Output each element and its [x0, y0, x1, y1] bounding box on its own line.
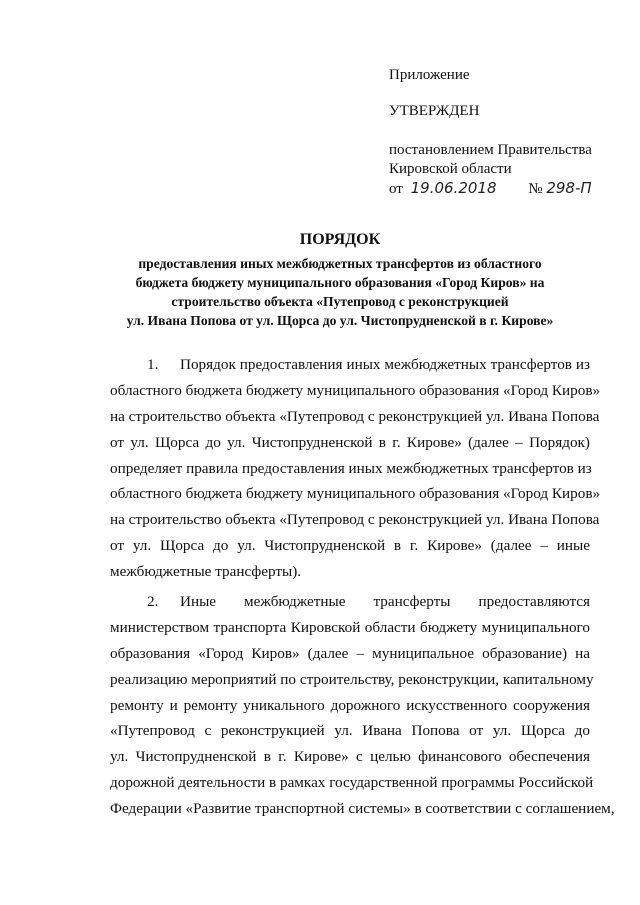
paragraph-line: дорожной деятельности в рамках государственной программы Российской — [110, 774, 594, 792]
paragraph-2 — [110, 589, 615, 822]
paragraph-line: на строительство объекта «Путепровод с реконструкцией ул. Ивана Попова — [110, 407, 600, 425]
decree-line-2: Кировской области — [389, 161, 512, 177]
paragraph-line: ремонту и ремонту уникального дорожного искусственного сооружения — [110, 696, 590, 714]
paragraph-line: образования «Город Киров» (далее – муниципальное образование) на — [110, 644, 590, 662]
approval-block — [389, 66, 619, 198]
paragraph-line: областного бюджета бюджету муниципального образования «Город Киров» — [110, 381, 601, 399]
subtitle-line: предоставления иных межбюджетных трансфертов из областного — [138, 256, 542, 271]
paragraph-line: «Путепровод с реконструкцией ул. Ивана Попова от ул. Щорса до — [110, 722, 590, 740]
handwritten-number: 298-П — [546, 179, 592, 197]
subtitle-line: бюджета бюджету муниципального образования «Город Киров» на — [135, 275, 545, 290]
paragraph-line: на строительство объекта «Путепровод с реконструкцией ул. Ивана Попова — [110, 511, 600, 529]
paragraph-number: 1. — [147, 356, 159, 373]
paragraph-line: 2. Иные межбюджетные трансферты предоставляются — [110, 589, 590, 615]
document-title-block — [80, 230, 600, 330]
paragraph-line: 1. Порядок предоставления иных межбюджетных трансфертов из — [110, 352, 590, 378]
paragraph-line: областного бюджета бюджету муниципального образования «Город Киров» — [110, 485, 601, 503]
date-number-line — [389, 179, 619, 198]
handwritten-date: 19.06.2018 — [410, 179, 497, 197]
paragraph-line: межбюджетные трансферты). — [110, 563, 302, 581]
paragraph-line: определяет правила предоставления иных межбюджетных трансфертов из — [110, 459, 592, 477]
date-prefix: от — [389, 181, 403, 197]
paragraph-line: ул. Чистопрудненской в г. Кирове» с целью финансового обеспечения — [110, 748, 590, 766]
paragraph-line: реализацию мероприятий по строительству, реконструкции, капитальному — [110, 670, 594, 688]
subtitle-line: ул. Ивана Попова от ул. Щорса до ул. Чистопрудненской в г. Кирове» — [126, 313, 554, 328]
decree-line-1: постановлением Правительства — [389, 142, 592, 158]
paragraph-line: Федерации «Развитие транспортной системы» в соответствии с соглашением, — [110, 800, 615, 818]
number-prefix: № — [528, 181, 543, 197]
document-title: ПОРЯДОК — [299, 231, 381, 248]
appendix-label: Приложение — [389, 67, 470, 83]
paragraph-line: министерством транспорта Кировской области бюджету муниципального — [110, 618, 590, 636]
subtitle-line: строительство объекта «Путепровод с реконструкцией — [171, 294, 509, 309]
paragraph-1 — [110, 352, 601, 585]
document-body — [110, 352, 615, 822]
paragraph-line: от ул. Щорса до ул. Чистопрудненской в г. Кирове» (далее – Порядок) — [110, 433, 590, 451]
approved-stamp-label: УТВЕРЖДЕН — [389, 103, 480, 119]
paragraph-line: от ул. Щорса до ул. Чистопрудненской в г. Кирове» (далее – иные — [110, 537, 590, 555]
paragraph-number: 2. — [147, 593, 159, 611]
